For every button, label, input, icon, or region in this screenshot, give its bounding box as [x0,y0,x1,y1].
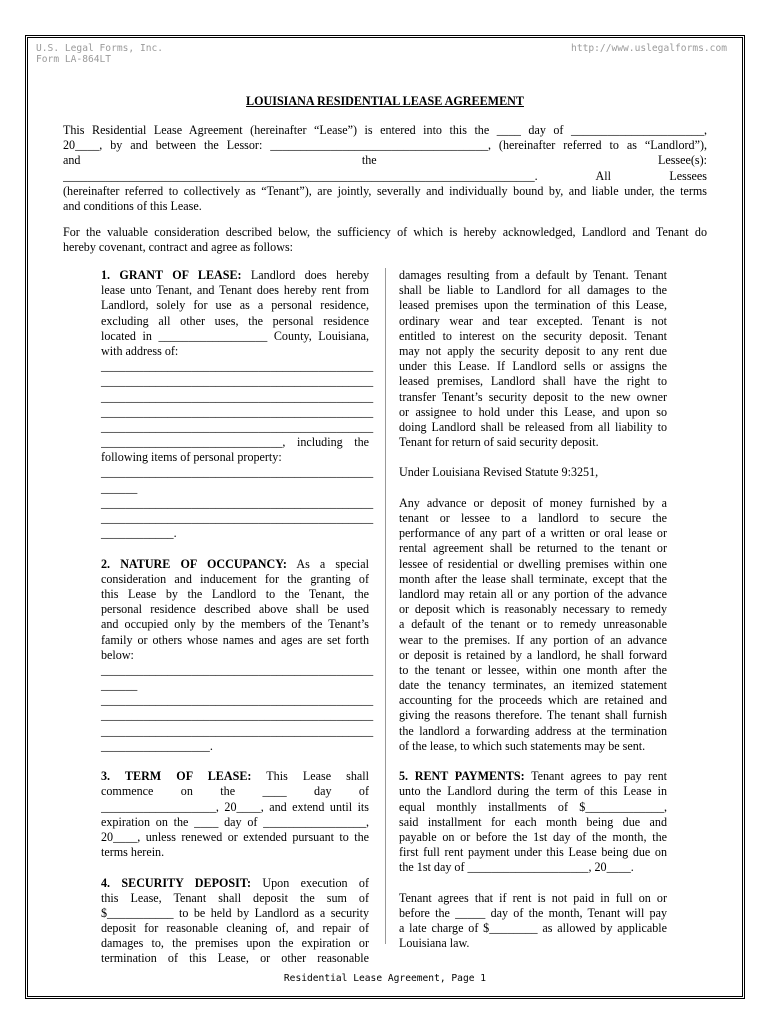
rightcol-line: equal monthly installments of $_____________, [399,799,667,814]
rightcol-line: a late charge of $________ as allowed by applicable [399,921,667,936]
leftcol-line: 3. TERM OF LEASE: This Lease shall [101,769,369,784]
intro-paragraph [63,123,707,214]
rightcol-line: before the _____ day of the month, Tenant will pay [399,905,667,920]
rightcol-line: landlord may retain all or any portion of the advance [399,586,667,601]
leftcol-line: lease unto Tenant, and Tenant does hereby rent from [101,283,369,298]
left-column [101,268,374,967]
rightcol-line: may not apply the security deposit to any rent due [399,343,667,358]
leftcol-line: _____________________________________________ [101,359,374,374]
rightcol-line: Tenant agrees that if rent is not paid in full on or [399,890,667,905]
leftcol-line: termination of this Lease, or other reasonable [101,951,369,966]
leftcol-line: ______ [101,480,138,495]
header-company: U.S. Legal Forms, Inc. [36,43,164,54]
leftcol-line: and occupied only by the members of the Tenant’s [101,617,369,632]
rightcol-line: or deposit is retained by a landlord, he shall forward [399,647,667,662]
leftcol-line: following items of personal property: [101,450,282,465]
leftcol-line: ______________________________, including the [101,435,369,450]
rightcol-line: a default of the tenant or to remedy unreasonable [399,617,667,632]
rightcol-line: under this Lease. If Landlord sells or assigns the [399,359,667,374]
leftcol-line: ______ [101,678,138,693]
leftcol-line: damages to, the premises upon the expiration or [101,936,369,951]
leftcol-line: this Lease by the Landlord to the Tenant, the [101,586,369,601]
leftcol-line: ___________________, 20____, and extend until its [101,799,369,814]
page-footer: Residential Lease Agreement, Page 1 [283,973,487,984]
rightcol-line: entitled to interest on the security deposit. Tenant [399,328,667,343]
rightcol-line: leased premises upon the termination of this Lease, [399,298,667,313]
leftcol-line: below: [101,647,134,662]
rightcol-line: leased premises, Landlord shall have the right to [399,374,667,389]
leftcol-line: $___________ to be held by Landlord as a security [101,905,369,920]
leftcol-line: 1. GRANT OF LEASE: Landlord does hereby [101,268,369,282]
column-divider [385,268,386,944]
leftcol-line: 20____, unless renewed or extended pursuant to the [101,829,369,844]
leftcol-line: _____________________________________________ [101,693,374,708]
leftcol-line: this Lease, Tenant shall deposit the sum of [101,890,369,905]
intro-line: and conditions of this Lease. [63,198,202,213]
rightcol-line: to the tenant or lessee, within one month after the [399,662,667,677]
leftcol-line [101,541,369,556]
rightcol-line: Any advance or deposit of money furnished by a [399,495,667,510]
rightcol-line: payable on or before the 1st day of the month, the [399,829,667,844]
rightcol-line [399,481,667,496]
leftcol-line [101,860,369,875]
header-form-number: Form LA-864LT [36,54,112,65]
rightcol-line: rental agreement shall be returned to the tenant or [399,541,667,556]
rightcol-line: date the tenancy terminates, an itemized statement [399,678,667,693]
rightcol-line: accounting for the proceeds which are retained and [399,693,667,708]
leftcol-line: expiration on the ____ day of _________________, [101,814,369,829]
rightcol-line: first full rent payment under this Lease being due on [399,845,667,860]
leftcol-line: _____________________________________________ [101,662,374,677]
intro-line: and the Lessee(s): [63,153,707,168]
leftcol-line: _____________________________________________ [101,495,374,510]
leftcol-line: _____________________________________________ [101,708,374,723]
rightcol-line: wear to the premises. If any portion of an advance [399,632,667,647]
leftcol-line: _____________________________________________ [101,374,374,389]
leftcol-line: with address of: [101,343,179,358]
leftcol-line: personal residence described above shall be used [101,602,369,617]
leftcol-line: terms herein. [101,845,165,860]
rightcol-line: shall be liable to Landlord for all damages to the [399,283,667,298]
leftcol-line: _____________________________________________ [101,389,374,404]
document-title: LOUISIANA RESIDENTIAL LEASE AGREEMENT [246,94,524,108]
rightcol-line: or assignee to hold under this Lease, and upon so [399,404,667,419]
rightcol-line: the landlord a forwarding address at the termination [399,723,667,738]
leftcol-line: located in __________________ County, Louisiana, [101,328,369,343]
rightcol-line: transfer Tenant’s security deposit to the new owner [399,389,667,404]
leftcol-line: 4. SECURITY DEPOSIT: Upon execution of [101,875,369,890]
rightcol-line: Under Louisiana Revised Statute 9:3251, [399,465,599,480]
leftcol-line: __________________. [101,738,213,753]
leftcol-line: Landlord, solely for use as a personal residence, [101,298,369,313]
leftcol-line: _____________________________________________ [101,511,374,525]
rightcol-line: month after the lease shall terminate, except that the [399,571,667,586]
rightcol-line: tenant or lessee to a landlord to secure the [399,511,667,525]
leftcol-line: consideration and inducement for the granting of [101,571,369,586]
rightcol-line: performance of any part of a written or oral lease or [399,526,667,541]
rightcol-line: doing Landlord shall be released from all liability to [399,419,667,434]
rightcol-line: or deposit which is reasonably necessary to remedy [399,602,667,617]
leftcol-line: ____________. [101,526,177,541]
leftcol-line [101,754,369,769]
leftcol-line: deposit for reasonable cleaning of, and repair of [101,921,369,936]
intro-line: 20____, by and between the Lessor: ____________________________________, (hereinafter referred to as “Landlord”), [63,138,707,153]
consid-line: For the valuable consideration described below, the sufficiency of which is hereby acknowledged, Landlord and Tenant do [63,225,707,239]
leftcol-line: 2. NATURE OF OCCUPANCY: As a special [101,556,369,571]
leftcol-line: commence on the ____ day of [101,784,369,799]
rightcol-line: giving the reasons therefore. The tenant shall furnish [399,708,667,723]
intro-line: (hereinafter referred to collectively as “Tenant”), are jointly, severally and individually bound by, and liable under, the terms [63,183,707,198]
rightcol-line: unto the Landlord during the term of this Lease in [399,784,667,799]
rightcol-line [399,876,667,891]
rightcol-line: 5. RENT PAYMENTS: Tenant agrees to pay rent [399,769,667,784]
rightcol-line [399,754,667,769]
rightcol-line: said installment for each month being due and [399,814,667,829]
intro-line: This Residential Lease Agreement (hereinafter “Lease”) is entered into this the ____ day of ______________________, [63,123,707,137]
leftcol-line: _____________________________________________ [101,419,374,434]
rightcol-line: the 1st day of ____________________, 20____. [399,860,634,875]
consid-line: hereby covenant, contract and agree as follows: [63,240,294,255]
consideration-paragraph [63,225,707,255]
rightcol-line: Louisiana law. [399,936,470,951]
leftcol-line: _____________________________________________ [101,404,374,419]
rightcol-line: Tenant for return of said security deposit. [399,435,599,450]
leftcol-line: _____________________________________________ [101,723,374,738]
leftcol-line: _____________________________________________ [101,465,374,480]
leftcol-line: family or others whose names and ages are set forth [101,632,369,647]
header-url: http://www.uslegalforms.com [571,43,727,54]
rightcol-line: lessee of residential or dwelling premises within one [399,556,667,571]
rightcol-line: of the lease, to which such statements may be sent. [399,738,646,753]
rightcol-line [399,450,667,465]
leftcol-line: excluding all other uses, the personal residence [101,313,369,328]
rightcol-line: damages resulting from a default by Tenant. Tenant [399,268,667,282]
intro-line: ______________________________________________________________________________. All Lessees [63,168,707,183]
rightcol-line: ordinary wear and tear excepted. Tenant is not [399,313,667,328]
right-column [399,268,667,951]
